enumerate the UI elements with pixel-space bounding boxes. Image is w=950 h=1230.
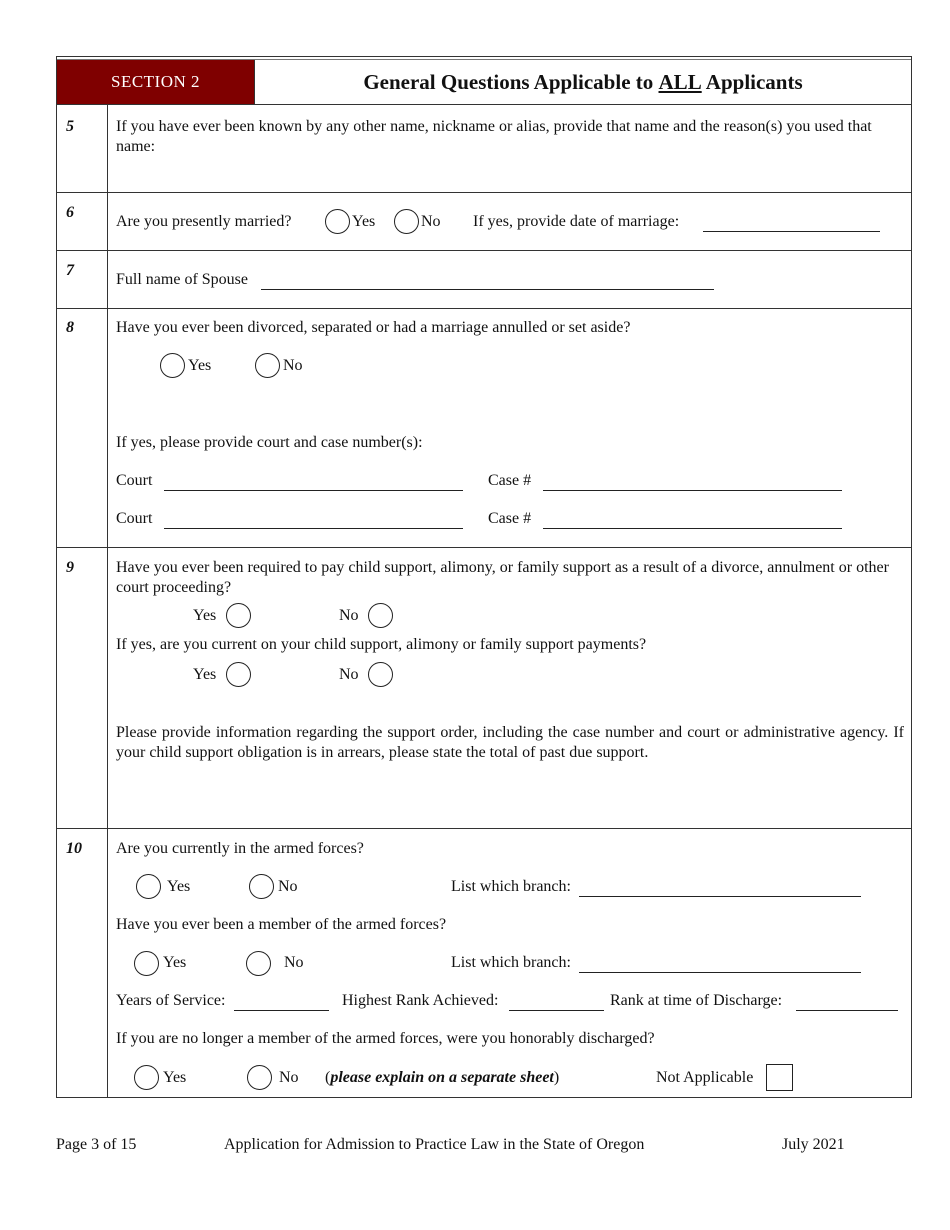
application-form-section-2 (56, 56, 912, 1098)
support-current-text: If yes, are you current on your child support, alimony or family support payments? (116, 636, 647, 653)
case-number-field-2[interactable] (543, 528, 842, 529)
divorced-no-radio[interactable] (255, 353, 280, 378)
armed-member-no-radio[interactable] (246, 951, 271, 976)
support-yes-radio[interactable] (226, 603, 251, 628)
support-no-radio[interactable] (368, 603, 393, 628)
section-title (255, 60, 911, 104)
armed-member-yes-radio[interactable] (134, 951, 159, 976)
marriage-date-field[interactable] (703, 231, 880, 232)
highest-rank-label: Highest Rank Achieved: (342, 992, 499, 1009)
married-yes-label: Yes (352, 213, 376, 230)
marriage-date-label: If yes, provide date of marriage: (473, 213, 680, 230)
discharge-rank-field[interactable] (796, 1010, 898, 1011)
armed-current-yes-radio[interactable] (136, 874, 161, 899)
section-title-post: Applicants (701, 69, 803, 94)
current-no-radio[interactable] (368, 662, 393, 687)
armed-member-no-label: No (284, 954, 304, 971)
years-of-service-field[interactable] (234, 1010, 329, 1011)
court-label: Court (116, 510, 153, 527)
question-8-text: Have you ever been divorced, separated or had a marriage annulled or set aside? (116, 319, 631, 336)
question-number-6: 6 (66, 204, 74, 221)
row-divider (57, 250, 911, 251)
current-no-label: No (339, 666, 359, 683)
discharge-rank-label: Rank at time of Discharge: (610, 992, 783, 1009)
court-field-2[interactable] (164, 528, 463, 529)
spouse-name-label: Full name of Spouse (116, 271, 248, 288)
support-yes-label: Yes (193, 607, 217, 624)
footer-date: July 2021 (782, 1136, 845, 1153)
question-number-7: 7 (66, 262, 74, 279)
row-divider (57, 828, 911, 829)
section-title-pre: General Questions Applicable to (363, 69, 659, 94)
question-6-text: Are you presently married? (116, 213, 292, 230)
armed-forces-current-text: Are you currently in the armed forces? (116, 840, 364, 857)
honorable-no-radio[interactable] (247, 1065, 272, 1090)
armed-current-no-radio[interactable] (249, 874, 274, 899)
not-applicable-label: Not Applicable (656, 1069, 754, 1086)
row-divider (57, 308, 911, 309)
explain-note-text: please explain on a separate sheet (330, 1069, 554, 1086)
not-applicable-checkbox[interactable] (766, 1064, 793, 1091)
question-number-8: 8 (66, 319, 74, 336)
highest-rank-field[interactable] (509, 1010, 604, 1011)
divorced-yes-radio[interactable] (160, 353, 185, 378)
number-column-divider (107, 104, 108, 1097)
explain-note (325, 1069, 559, 1087)
years-of-service-label: Years of Service: (116, 992, 226, 1009)
married-no-label: No (421, 213, 441, 230)
honorable-no-label: No (279, 1069, 299, 1086)
armed-current-yes-label: Yes (167, 878, 191, 895)
question-number-10: 10 (66, 840, 82, 857)
row-divider (57, 547, 911, 548)
honorable-discharge-text: If you are no longer a member of the armed forces, were you honorably discharged? (116, 1030, 655, 1047)
armed-forces-member-text: Have you ever been a member of the armed forces? (116, 916, 447, 933)
married-yes-radio[interactable] (325, 209, 350, 234)
explain-open-paren: ( (325, 1069, 331, 1086)
honorable-yes-radio[interactable] (134, 1065, 159, 1090)
row-divider (57, 192, 911, 193)
case-number-label: Case # (488, 472, 532, 489)
court-field-1[interactable] (164, 490, 463, 491)
footer-page-number: Page 3 of 15 (56, 1136, 137, 1153)
case-number-label: Case # (488, 510, 532, 527)
honorable-yes-label: Yes (163, 1069, 187, 1086)
question-9-text: Have you ever been required to pay child support, alimony, or family support as a result of a divorce, annulment or other court proceeding? (116, 559, 889, 596)
section-header (57, 57, 911, 105)
question-5-text: If you have ever been known by any other name, nickname or alias, provide that name and the reason(s) you used that name: (116, 118, 872, 155)
divorced-yes-label: Yes (188, 357, 212, 374)
question-number-9: 9 (66, 559, 74, 576)
footer-title: Application for Admission to Practice Law in the State of Oregon (224, 1136, 645, 1153)
divorced-no-label: No (283, 357, 303, 374)
case-number-field-1[interactable] (543, 490, 842, 491)
section-title-emphasis: ALL (658, 69, 702, 94)
court-case-followup-text: If yes, please provide court and case number(s): (116, 434, 423, 451)
support-no-label: No (339, 607, 359, 624)
branch-label: List which branch: (451, 878, 571, 895)
current-branch-field[interactable] (579, 896, 861, 897)
spouse-name-field[interactable] (261, 289, 714, 290)
question-number-5: 5 (66, 118, 74, 135)
branch-label: List which branch: (451, 954, 571, 971)
past-branch-field[interactable] (579, 972, 861, 973)
section-label: SECTION 2 (57, 60, 255, 104)
support-order-info-text: Please provide information regarding the support order, including the case number and court or administrative agency. If your child support obligation is in arrears, please state the total of past due support. (116, 724, 904, 761)
court-label: Court (116, 472, 153, 489)
armed-member-yes-label: Yes (163, 954, 187, 971)
armed-current-no-label: No (278, 878, 298, 895)
married-no-radio[interactable] (394, 209, 419, 234)
current-yes-radio[interactable] (226, 662, 251, 687)
explain-close-paren: ) (553, 1069, 560, 1086)
current-yes-label: Yes (193, 666, 217, 683)
